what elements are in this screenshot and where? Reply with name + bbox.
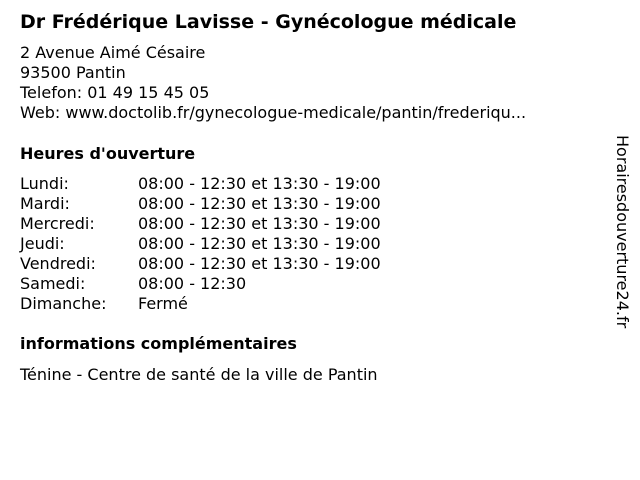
day-label: Mercredi: <box>20 214 95 233</box>
additional-info-text: Ténine - Centre de santé de la ville de Pantin <box>20 365 378 384</box>
day-label: Jeudi: <box>20 234 65 253</box>
time-value: 08:00 - 12:30 et 13:30 - 19:00 <box>138 194 381 213</box>
phone-number: Telefon: 01 49 15 45 05 <box>20 83 210 102</box>
time-value: Fermé <box>138 294 188 313</box>
day-label: Dimanche: <box>20 294 107 313</box>
website-link[interactable]: Web: www.doctolib.fr/gynecologue-medicale/pantin/frederiqu... <box>20 103 527 122</box>
address-block <box>20 43 526 123</box>
time-value: 08:00 - 12:30 et 13:30 - 19:00 <box>138 174 381 193</box>
time-value: 08:00 - 12:30 et 13:30 - 19:00 <box>138 214 381 233</box>
watermark <box>613 135 640 365</box>
time-value: 08:00 - 12:30 et 13:30 - 19:00 <box>138 234 381 253</box>
page-title: Dr Frédérique Lavisse - Gynécologue médicale <box>20 11 517 33</box>
day-label: Lundi: <box>20 174 69 193</box>
street-address: 2 Avenue Aimé Césaire <box>20 43 206 62</box>
time-value: 08:00 - 12:30 et 13:30 - 19:00 <box>138 254 381 273</box>
city-postal-code: 93500 Pantin <box>20 63 126 82</box>
time-value: 08:00 - 12:30 <box>138 274 247 293</box>
day-label: Mardi: <box>20 194 70 213</box>
opening-hours-heading: Heures d'ouverture <box>20 144 196 163</box>
watermark-text: Horairesdouverture24.fr <box>613 135 632 329</box>
additional-info-heading: informations complémentaires <box>20 334 297 353</box>
day-label: Samedi: <box>20 274 86 293</box>
day-label: Vendredi: <box>20 254 96 273</box>
